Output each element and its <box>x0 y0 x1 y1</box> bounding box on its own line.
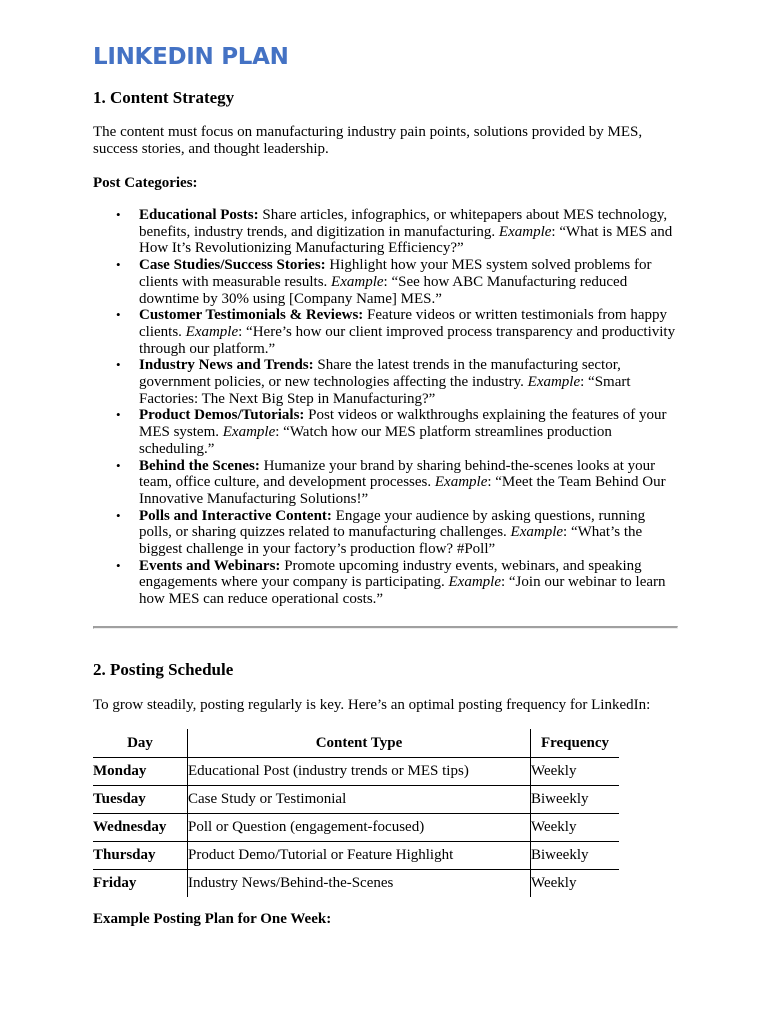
table-cell-frequency: Weekly <box>531 814 620 842</box>
example-label: Example <box>434 474 488 491</box>
category-description: Humanize your brand by sharing behind-the-scenes looks at your team, office culture, and development processes. <box>139 457 656 491</box>
table-cell-content-type: Poll or Question (engagement-focused) <box>188 814 531 842</box>
bullet-icon: • <box>116 307 121 323</box>
bullet-icon: • <box>116 257 121 273</box>
example-label: Example <box>185 323 239 340</box>
table-header-row <box>93 729 619 758</box>
table-header-cell: Frequency <box>531 729 620 758</box>
list-item <box>93 558 676 608</box>
bullet-icon: • <box>116 557 121 573</box>
category-description: Feature videos or written testimonials from happy clients. <box>139 307 667 340</box>
example-label: Example <box>331 273 384 290</box>
category-name: Industry News and Trends: <box>139 357 314 374</box>
list-item <box>93 257 676 307</box>
table-row <box>93 786 619 814</box>
table-cell-frequency: Biweekly <box>531 786 620 814</box>
category-example: : “What is MES and How It’s Revolutionizing Manufacturing Efficiency?” <box>139 223 673 257</box>
category-example: : “What’s the biggest challenge in your factory’s production flow? #Poll” <box>139 524 643 558</box>
section-divider <box>93 626 678 629</box>
table-header-cell: Content Type <box>188 729 531 758</box>
example-posting-plan-heading: Example Posting Plan for One Week: <box>93 911 332 927</box>
bullet-icon: • <box>116 457 121 473</box>
category-name: Case Studies/Success Stories: <box>139 257 326 274</box>
table-cell-day: Thursday <box>93 842 188 870</box>
bullet-icon: • <box>116 357 121 373</box>
example-label: Example <box>448 574 501 591</box>
content-strategy-intro: The content must focus on manufacturing industry pain points, solutions provided by MES, success stories, and thought leadership. <box>93 124 643 157</box>
category-description: Share the latest trends in the manufacturing sector, government policies, or new technologies affecting the industry. <box>139 357 621 391</box>
category-example: : “Smart Factories: The Next Big Step in Manufacturing?” <box>139 374 631 407</box>
category-description: Promote upcoming industry events, webinars, and speaking engagements where your company is participating. <box>139 557 642 591</box>
table-cell-day: Wednesday <box>93 814 188 842</box>
table-header-cell: Day <box>93 729 188 758</box>
category-example: : “Meet the Team Behind Our Innovative Manufacturing Solutions!” <box>139 474 666 507</box>
table-row <box>93 870 619 898</box>
category-name: Product Demos/Tutorials: <box>139 407 305 424</box>
category-name: Behind the Scenes: <box>139 457 260 474</box>
posting-schedule-heading: 2. Posting Schedule <box>93 660 234 679</box>
bullet-icon: • <box>116 207 121 222</box>
table-cell-day: Friday <box>93 875 137 891</box>
category-description: Post videos or walkthroughs explaining the features of your MES system. <box>139 407 667 441</box>
posting-schedule-intro: To grow steadily, posting regularly is key. Here’s an optimal posting frequency for LinkedIn: <box>93 697 651 713</box>
example-label: Example <box>510 524 564 541</box>
category-name: Educational Posts: <box>139 207 259 223</box>
category-example: : “Watch how our MES platform streamlines production scheduling.” <box>139 424 612 457</box>
table-cell-content-type: Case Study or Testimonial <box>188 786 531 814</box>
category-name: Events and Webinars: <box>139 557 281 574</box>
table-cell-frequency: Weekly <box>531 870 620 898</box>
document-title: LINKEDIN PLAN <box>93 44 289 70</box>
list-item <box>93 207 676 257</box>
table-cell-content-type: Industry News/Behind-the-Scenes <box>188 870 531 898</box>
posting-schedule-table <box>93 729 619 897</box>
list-item <box>93 307 676 357</box>
category-example: : “Here’s how our client improved process transparency and productivity through our platform.” <box>139 323 676 357</box>
category-description: Highlight how your MES system solved problems for clients with measurable results. <box>139 257 652 290</box>
table-cell-day: Monday <box>93 758 188 786</box>
content-strategy-heading: 1. Content Strategy <box>93 88 235 107</box>
category-name: Customer Testimonials & Reviews: <box>139 307 364 324</box>
table-cell-day: Tuesday <box>93 786 188 814</box>
bullet-icon: • <box>116 507 121 523</box>
table-cell-content-type: Product Demo/Tutorial or Feature Highlight <box>188 842 531 870</box>
category-description: Engage your audience by asking questions, running polls, or sharing quizzes related to manufacturing challenges. <box>139 507 646 541</box>
table-cell-content-type: Educational Post (industry trends or MES tips) <box>188 758 531 786</box>
table-cell-frequency: Weekly <box>531 758 620 786</box>
list-item <box>93 458 676 508</box>
category-description: Share articles, infographics, or whitepapers about MES technology, benefits, industry trends, and digitization in manufacturing. <box>139 207 668 240</box>
list-item <box>93 357 676 407</box>
category-name: Polls and Interactive Content: <box>139 507 332 524</box>
category-example: : “Join our webinar to learn how MES can reduce operational costs.” <box>139 574 666 608</box>
example-label: Example <box>222 424 276 441</box>
category-example: : “See how ABC Manufacturing reduced downtime by 30% using [Company Name] MES.” <box>139 273 628 307</box>
example-label: Example <box>498 223 552 240</box>
post-categories-heading: Post Categories: <box>93 175 198 191</box>
table-cell-frequency: Biweekly <box>531 842 620 870</box>
table-row <box>93 842 619 870</box>
table-row <box>93 758 619 786</box>
example-label: Example <box>527 374 581 391</box>
bullet-icon: • <box>116 407 121 423</box>
list-item <box>93 407 676 457</box>
list-item <box>93 508 676 558</box>
table-row <box>93 814 619 842</box>
post-categories-list <box>93 207 676 608</box>
